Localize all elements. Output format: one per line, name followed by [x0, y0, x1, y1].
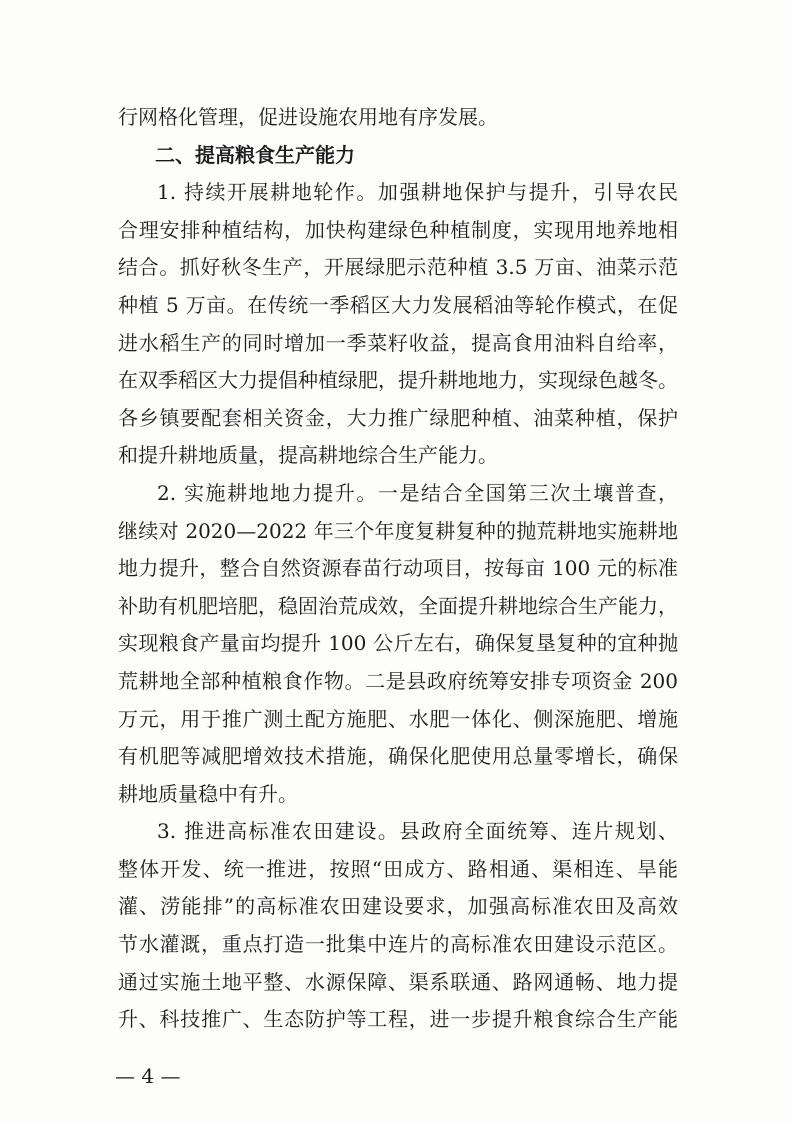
section-heading: 二、提高粮食生产能力	[155, 142, 355, 167]
paragraph-line: 有机肥等减肥增效技术措施，确保化肥使用总量零增长，确保	[118, 744, 678, 769]
paragraph-line: 结合。抓好秋冬生产，开展绿肥示范种植 3.5 万亩、油菜示范	[118, 255, 678, 280]
paragraph-line: 各乡镇要配套相关资金，大力推广绿肥种植、油菜种植，保护	[118, 405, 678, 430]
paragraph-line: 灌、涝能排”的高标准农田建设要求，加强高标准农田及高效	[118, 894, 678, 919]
paragraph-line: 在双季稻区大力提倡种植绿肥，提升耕地地力，实现绿色越冬。	[118, 368, 678, 393]
paragraph-soil-fertility	[118, 475, 678, 813]
paragraph-line: 补助有机肥培肥，稳固治荒成效，全面提升耕地综合生产能力，	[118, 593, 678, 618]
paragraph-line: 和提升耕地质量，提高耕地综合生产能力。	[118, 443, 498, 468]
paragraph-line: 种植 5 万亩。在传统一季稻区大力发展稻油等轮作模式，在促	[118, 292, 678, 317]
paragraph-crop-rotation	[118, 174, 678, 475]
paragraph-line: 1. 持续开展耕地轮作。加强耕地保护与提升，引导农民	[157, 180, 678, 205]
paragraph-line: 实现粮食产量亩均提升 100 公斤左右，确保复垦复种的宜种抛	[118, 631, 678, 656]
paragraph-line: 地力提升，整合自然资源春苗行动项目，按每亩 100 元的标准	[118, 556, 678, 581]
paragraph-line: 继续对 2020—2022 年三个年度复耕复种的抛荒耕地实施耕地	[118, 518, 678, 543]
body-text	[118, 99, 678, 1039]
paragraph-line: 合理安排种植结构，加快构建绿色种植制度，实现用地养地相	[118, 217, 678, 242]
page-number: — 4 —	[115, 1064, 181, 1088]
paragraph-farmland-construction	[118, 813, 678, 1039]
paragraph-line: 荒耕地全部种植粮食作物。二是县政府统筹安排专项资金 200	[118, 668, 678, 693]
paragraph-line: 整体开发、统一推进，按照“田成方、路相通、渠相连、旱能	[118, 856, 678, 881]
paragraph-line: 耕地质量稳中有升。	[118, 781, 298, 806]
paragraph-line: 3. 推进高标准农田建设。县政府全面统筹、连片规划、	[157, 819, 678, 844]
paragraph-line: 万元，用于推广测土配方施肥、水肥一体化、侧深施肥、增施	[118, 706, 678, 731]
paragraph-line: 进水稻生产的同时增加一季菜籽收益，提高食用油料自给率，	[118, 330, 678, 355]
paragraph-line: 2. 实施耕地地力提升。一是结合全国第三次土壤普查，	[157, 480, 678, 505]
paragraph-line: 通过实施土地平整、水源保障、渠系联通、路网通畅、地力提	[118, 969, 678, 994]
paragraph-line: 节水灌溉，重点打造一批集中连片的高标准农田建设示范区。	[118, 932, 678, 957]
paragraph-line: 升、科技推广、生态防护等工程，进一步提升粮食综合生产能	[118, 1007, 678, 1032]
continuation-line: 行网格化管理，促进设施农用地有序发展。	[118, 105, 498, 129]
